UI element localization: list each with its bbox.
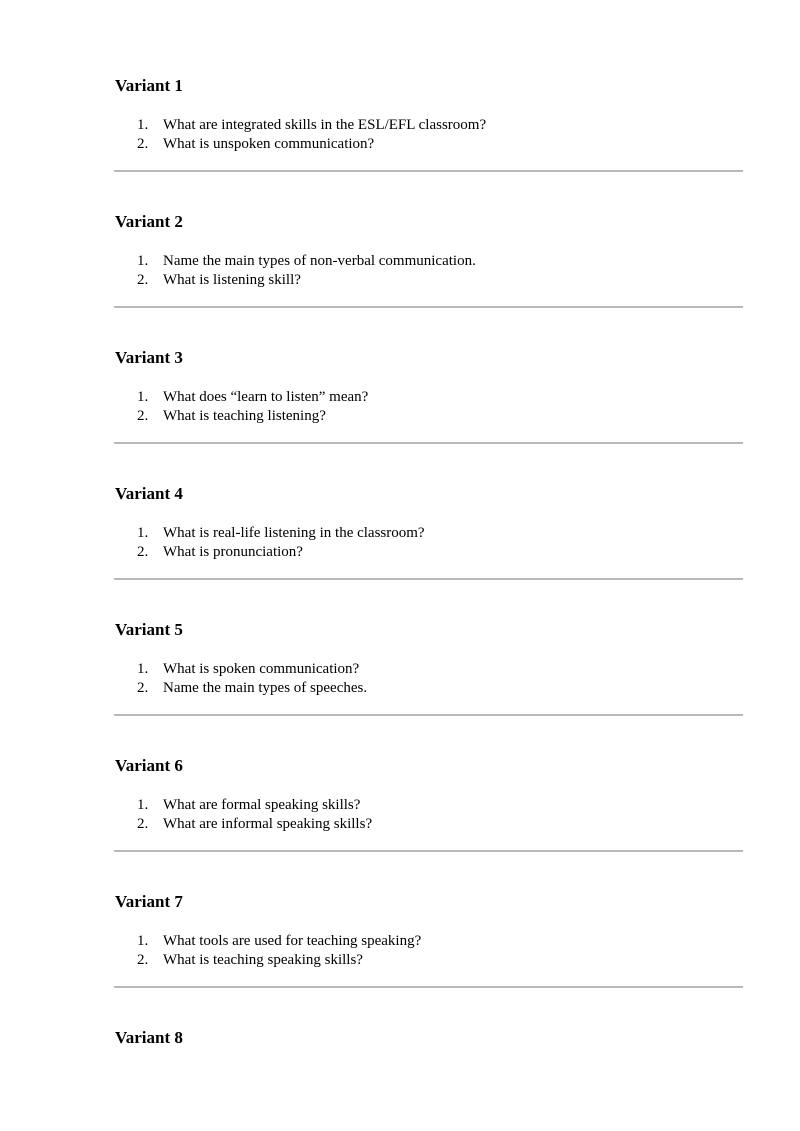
question-text: What is real-life listening in the classroom?	[163, 525, 425, 541]
variant-section-1	[0, 0, 800, 152]
question-number: 2.	[137, 408, 149, 424]
question-number: 2.	[137, 680, 149, 696]
variant-title: Variant 2	[115, 212, 183, 231]
question-text: What are formal speaking skills?	[163, 797, 361, 813]
question-text: Name the main types of non-verbal communication.	[163, 253, 476, 269]
variant-section-2	[0, 136, 800, 288]
variant-section-8	[0, 952, 800, 1088]
question-text: What are integrated skills in the ESL/EFL classroom?	[163, 117, 487, 133]
question-text: What is listening skill?	[163, 272, 301, 288]
question-number: 2.	[137, 136, 149, 152]
question-text: What is teaching speaking skills?	[163, 952, 363, 968]
question-text: What is spoken communication?	[163, 661, 360, 677]
variant-title: Variant 3	[115, 348, 183, 367]
question-number: 1.	[137, 253, 149, 269]
question-number: 1.	[137, 661, 149, 677]
question-text: What are informal speaking skills?	[163, 816, 373, 832]
question-number: 1.	[137, 389, 149, 405]
variant-title: Variant 1	[115, 76, 183, 95]
question-number: 1.	[137, 797, 149, 813]
question-number: 2.	[137, 952, 149, 968]
question-text: Name the main types of speeches.	[163, 680, 368, 696]
question-text: What is unspoken communication?	[163, 136, 375, 152]
variant-section-5	[0, 544, 800, 696]
question-number: 1.	[137, 525, 149, 541]
variant-title: Variant 4	[115, 484, 183, 503]
question-number: 2.	[137, 272, 149, 288]
variant-title: Variant 6	[115, 756, 183, 775]
question-text: What tools are used for teaching speaking?	[163, 933, 422, 949]
question-number: 2.	[137, 544, 149, 560]
question-text: What is pronunciation?	[163, 544, 303, 560]
question-number: 2.	[137, 816, 149, 832]
variant-title: Variant 5	[115, 620, 183, 639]
variant-title: Variant 8	[115, 1028, 183, 1047]
variant-section-7	[0, 816, 800, 968]
question-text: What does “learn to listen” mean?	[163, 389, 369, 405]
variant-section-6	[0, 680, 800, 832]
question-number: 1.	[137, 933, 149, 949]
variant-section-4	[0, 408, 800, 560]
question-text: What is teaching listening?	[163, 408, 326, 424]
variant-section-3	[0, 272, 800, 424]
variant-title: Variant 7	[115, 892, 183, 911]
question-number: 1.	[137, 117, 149, 133]
